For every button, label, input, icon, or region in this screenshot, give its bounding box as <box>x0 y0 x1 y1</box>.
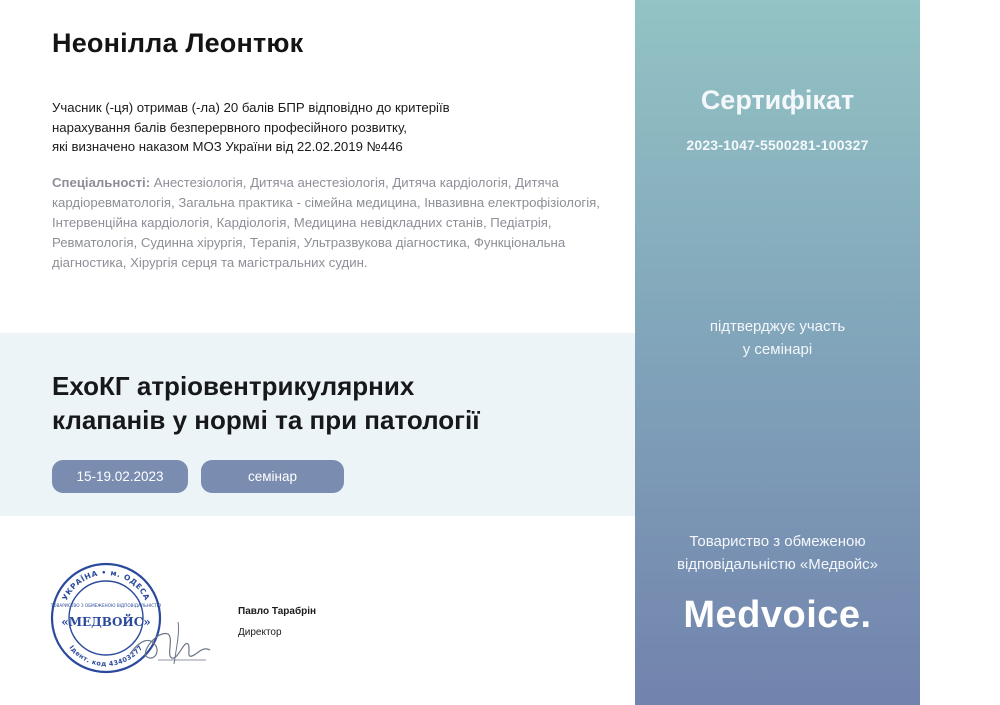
certificate-number: 2023-1047-5500281-100327 <box>686 137 869 153</box>
organizer-line-2: відповідальністю «Медвойс» <box>676 556 879 573</box>
svg-text:УКРАЇНА • м. ОДЕСА <box>60 568 152 602</box>
signatory-name: Павло Тарабрін <box>238 606 317 617</box>
specialties-list: Анестезіологія, Дитяча анестезіологія, Дитяча кардіологія, Дитяча кардіоревматологія, Загальна практика - сімейна медицина, Інвазивна електрофізіологія, Інтервенційна кардіологія, Кардіологія, Медицина невідкладних станів, Педіатрія, Ревматологія, Судинна хірургія, Терапія, Ультразвукова діагностика, Функціональна діагностика, Хірургія серця та магістральних судин. <box>52 175 600 270</box>
specialties-label: Спеціальності: <box>52 175 151 190</box>
seminar-title <box>52 369 612 437</box>
description-line-2: нарахування балів безперервного професійного розвитку, <box>52 119 407 135</box>
stamp-center-text: «МЕДВОЙС» <box>61 615 151 629</box>
event-type-badge: семінар <box>201 460 344 493</box>
confirmation-line-2: у семінарі <box>742 341 813 358</box>
confirmation-line-1: підтверджує участь <box>709 318 846 335</box>
medvoice-logo: Medvoice. <box>683 594 872 636</box>
date-badge: 15-19.02.2023 <box>52 460 188 493</box>
organizer-line-1: Товариство з обмеженою <box>689 533 866 550</box>
signatory-role: Директор <box>238 627 282 638</box>
description-line-1: Учасник (-ця) отримав (-ла) 20 балів БПР відповідно до критеріїв <box>52 100 450 115</box>
page-right-margin <box>920 0 1000 705</box>
stamp-inner-text: ТОВАРИСТВО З ОБМЕЖЕНОЮ ВІДПОВІДАЛЬНІСТЮ <box>50 603 162 608</box>
certificate-title: Сертифікат <box>700 85 855 115</box>
description-line-3: які визначено наказом МОЗ України від 22.02.2019 №446 <box>52 139 403 154</box>
director-signature <box>128 610 216 668</box>
stamp-code-text: Ідент. код 43403277 <box>67 643 145 669</box>
organizer-name <box>635 530 920 576</box>
participation-confirmation <box>635 315 920 361</box>
credit-description <box>52 98 612 157</box>
seminar-title-line-1: ЕхоКГ атріовентрикулярних <box>52 371 415 401</box>
seminar-title-line-2: клапанів у нормі та при патології <box>52 405 480 435</box>
stamp-outer-text: УКРАЇНА • м. ОДЕСА <box>60 567 152 602</box>
certificate-side-panel <box>635 0 920 705</box>
specialties <box>52 173 617 273</box>
participant-name: Неонілла Леонтюк <box>52 28 304 58</box>
